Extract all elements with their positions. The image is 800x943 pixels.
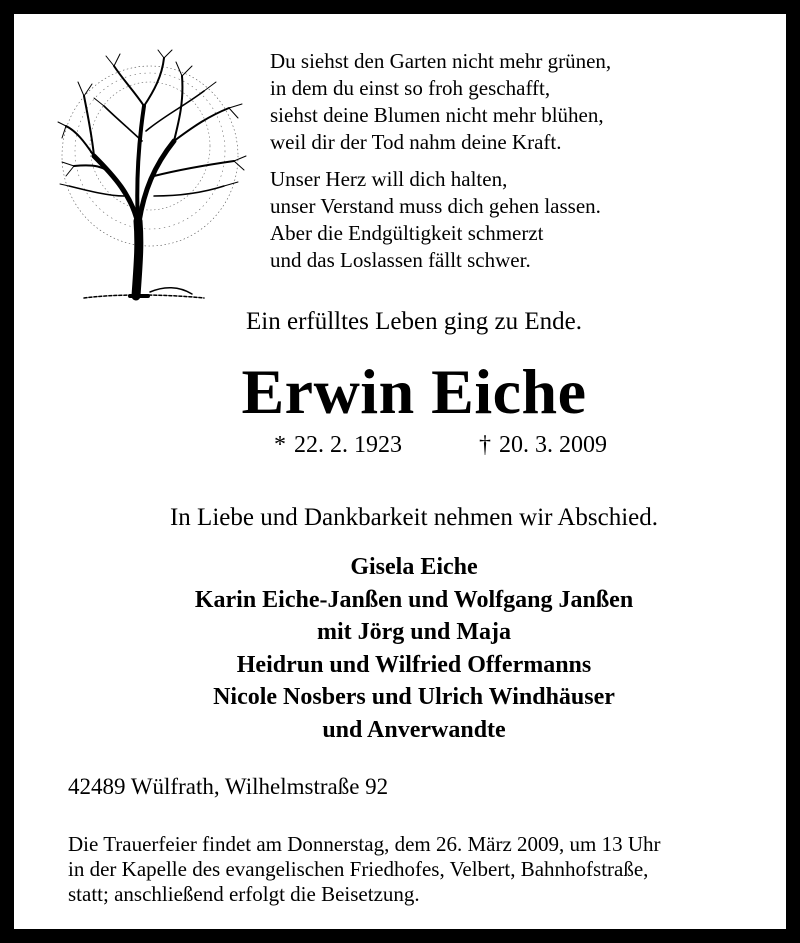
poem xyxy=(270,48,790,284)
poem-line: siehst deine Blumen nicht mehr blühen, xyxy=(270,103,604,127)
poem-stanza-1 xyxy=(270,48,790,156)
family-line: mit Jörg und Maja xyxy=(317,619,511,645)
birth-date-group xyxy=(274,432,402,459)
poem-line: und das Loslassen fällt schwer. xyxy=(270,248,531,272)
poem-line: weil dir der Tod nahm deine Kraft. xyxy=(270,130,562,154)
family-line: Gisela Eiche xyxy=(350,554,478,580)
family-list xyxy=(28,551,800,746)
poem-line: unser Verstand muss dich gehen lassen. xyxy=(270,194,601,218)
poem-stanza-2 xyxy=(270,166,790,274)
birth-date: 22. 2. 1923 xyxy=(294,432,402,458)
family-line: Nicole Nosbers und Ulrich Windhäuser xyxy=(213,684,615,710)
death-date-group xyxy=(479,432,607,459)
family-line: Karin Eiche-Janßen und Wolfgang Janßen xyxy=(194,586,634,613)
funeral-line: in der Kapelle des evangelischen Friedhofes, Velbert, Bahnhofstraße, xyxy=(68,857,649,881)
poem-line: Unser Herz will dich halten, xyxy=(270,167,508,191)
funeral-line: Die Trauerfeier findet am Donnerstag, dem 26. März 2009, um 13 Uhr xyxy=(68,832,661,856)
poem-line: Du siehst den Garten nicht mehr grünen, xyxy=(270,49,612,73)
funeral-notice xyxy=(68,832,788,907)
farewell-text: In Liebe und Dankbarkeit nehmen wir Abschied. xyxy=(169,504,659,531)
death-cross-icon: † xyxy=(479,432,491,458)
deceased-name: Erwin Eiche xyxy=(241,356,587,427)
tree-icon xyxy=(54,46,254,306)
family-line: und Anverwandte xyxy=(322,716,506,743)
address: 42489 Wülfrath, Wilhelmstraße 92 xyxy=(68,774,389,799)
poem-line: Aber die Endgültigkeit schmerzt xyxy=(270,221,544,245)
intro-text: Ein erfülltes Leben ging zu Ende. xyxy=(246,308,582,335)
birth-star-icon: * xyxy=(274,432,286,458)
poem-line: in dem du einst so froh geschafft, xyxy=(270,76,551,100)
death-date: 20. 3. 2009 xyxy=(499,432,607,458)
family-line: Heidrun und Wilfried Offermanns xyxy=(236,651,592,678)
funeral-line: statt; anschließend erfolgt die Beisetzung. xyxy=(68,882,420,906)
